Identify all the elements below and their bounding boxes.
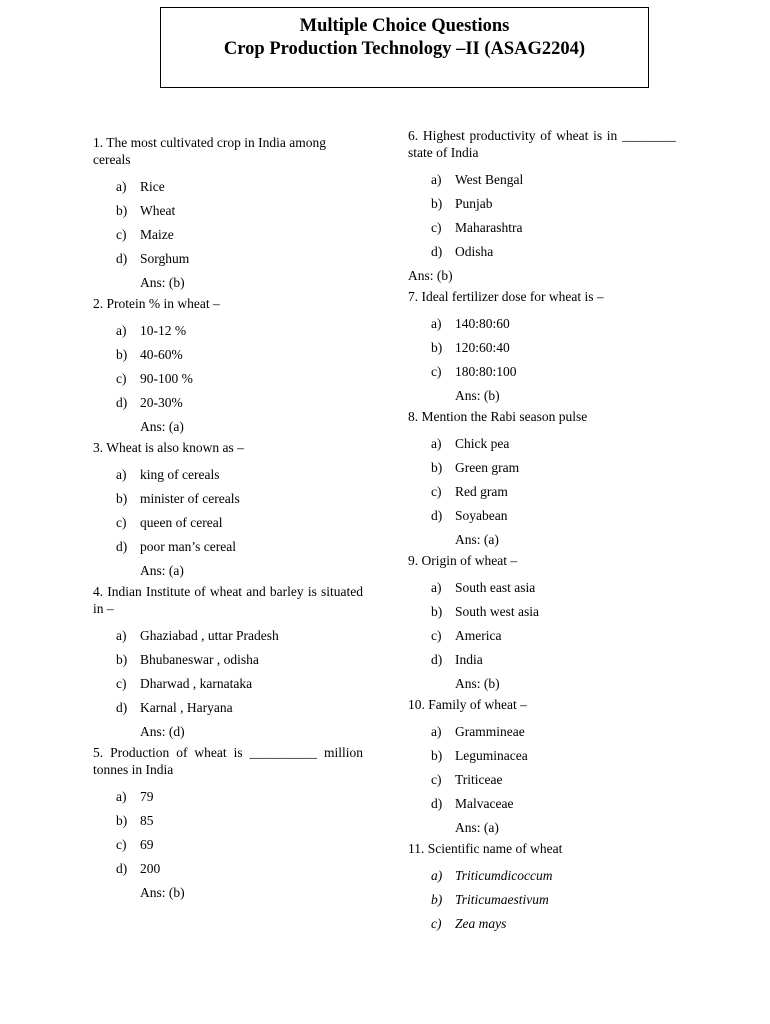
option-a: a) 79 — [116, 789, 154, 804]
answer: Ans: (b) — [140, 275, 185, 290]
question-1 — [93, 134, 363, 295]
option-a: a) West Bengal — [431, 172, 524, 187]
answer: Ans: (a) — [455, 820, 499, 835]
option-b: b) Triticumaestivum — [431, 892, 549, 907]
option-d: d) India — [431, 652, 483, 667]
option-d: d) 200 — [116, 861, 161, 876]
option-a: a) Triticumdicoccum — [431, 868, 553, 883]
question-7 — [408, 288, 676, 408]
question-5 — [93, 744, 363, 905]
document-header — [160, 7, 649, 88]
option-c: c) Red gram — [431, 484, 508, 499]
option-c: c) America — [431, 628, 502, 643]
question-10 — [408, 696, 676, 840]
option-c: c) Maharashtra — [431, 220, 523, 235]
question-11 — [408, 840, 676, 936]
question-6 — [408, 127, 676, 288]
answer: Ans: (a) — [455, 532, 499, 547]
option-d: d) Malvaceae — [431, 796, 514, 811]
option-c: c) Triticeae — [431, 772, 503, 787]
question-text: 9. Origin of wheat – — [408, 553, 518, 568]
option-b: b) Leguminacea — [431, 748, 528, 763]
option-c: c) Zea mays — [431, 916, 507, 931]
question-8 — [408, 408, 676, 552]
answer: Ans: (b) — [408, 268, 453, 283]
option-c: c) Maize — [116, 227, 174, 242]
question-4 — [93, 583, 363, 744]
option-a: a) Ghaziabad , uttar Pradesh — [116, 628, 279, 643]
question-9 — [408, 552, 676, 696]
option-c: c) 69 — [116, 837, 154, 852]
answer: Ans: (d) — [140, 724, 185, 739]
question-text: 2. Protein % in wheat – — [93, 296, 220, 311]
option-c: c) queen of cereal — [116, 515, 223, 530]
option-a: a) Rice — [116, 179, 165, 194]
question-text: 6. Highest productivity of wheat is in ________ state of India — [408, 128, 676, 160]
answer: Ans: (b) — [140, 885, 185, 900]
option-d: d) Odisha — [431, 244, 494, 259]
question-text: 7. Ideal fertilizer dose for wheat is – — [408, 289, 604, 304]
option-b: b) South west asia — [431, 604, 539, 619]
option-b: b) 85 — [116, 813, 154, 828]
option-d: d) 20-30% — [116, 395, 183, 410]
option-c: c) Dharwad , karnataka — [116, 676, 253, 691]
option-a: a) king of cereals — [116, 467, 220, 482]
option-b: b) 40-60% — [116, 347, 183, 362]
option-b: b) Bhubaneswar , odisha — [116, 652, 259, 667]
option-a: a) South east asia — [431, 580, 536, 595]
question-text: 8. Mention the Rabi season pulse — [408, 409, 588, 424]
answer: Ans: (a) — [140, 419, 184, 434]
document-subtitle: Crop Production Technology –II (ASAG2204) — [223, 39, 586, 59]
option-a: a) Chick pea — [431, 436, 510, 451]
option-d: d) Karnal , Haryana — [116, 700, 233, 715]
option-b: b) Wheat — [116, 203, 176, 218]
right-column — [408, 127, 676, 936]
question-text: 4. Indian Institute of wheat and barley is situated in – — [93, 584, 363, 616]
left-column — [93, 134, 363, 905]
question-3 — [93, 439, 363, 583]
option-b: b) Green gram — [431, 460, 520, 475]
option-a: a) Grammineae — [431, 724, 525, 739]
option-d: d) Soyabean — [431, 508, 508, 523]
option-b: b) minister of cereals — [116, 491, 240, 506]
answer: Ans: (a) — [140, 563, 184, 578]
option-a: a) 140:80:60 — [431, 316, 510, 331]
option-b: b) Punjab — [431, 196, 493, 211]
question-text: 10. Family of wheat – — [408, 697, 527, 712]
answer: Ans: (b) — [455, 388, 500, 403]
answer: Ans: (b) — [455, 676, 500, 691]
question-text: 3. Wheat is also known as – — [93, 440, 244, 455]
document-title: Multiple Choice Questions — [299, 16, 510, 36]
question-text: 1. The most cultivated crop in India among cereals — [93, 135, 326, 167]
option-a: a) 10-12 % — [116, 323, 187, 338]
question-2 — [93, 295, 363, 439]
option-b: b) 120:60:40 — [431, 340, 510, 355]
question-text: 5. Production of wheat is __________ million tonnes in India — [93, 745, 363, 777]
option-d: d) Sorghum — [116, 251, 190, 266]
question-text: 11. Scientific name of wheat — [408, 841, 563, 856]
option-d: d) poor man’s cereal — [116, 539, 236, 554]
option-c: c) 180:80:100 — [431, 364, 517, 379]
option-c: c) 90-100 % — [116, 371, 193, 386]
